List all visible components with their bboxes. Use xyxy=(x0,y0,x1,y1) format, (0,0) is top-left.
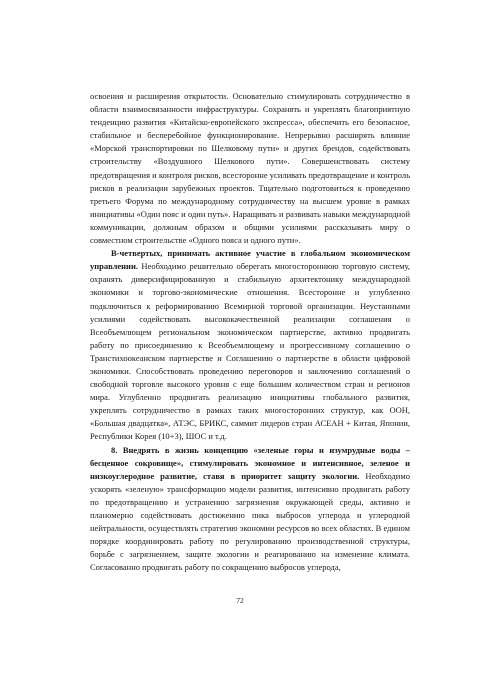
paragraph-heading: 8. Внедрять в жизнь концепцию «зеленые горы и изумрудные воды – бесценное сокровище», стимулировать экономное и интенсивное, зеленое и низкоуглеродное развитие, ставя в приоритет защиту экологии. xyxy=(90,444,410,481)
paragraph-body: Необходимо решительно оберегать многостороннюю торговую систему, охранять диверсифицированную и стабильную архитектонику международной экономики и торгово-экономические отношения. Всесторонне и углубленно подключиться к реформированию Всемирной торговой организации. Неустанными усилиями содействовать высококачественной реализации соглашения о Всеобъемлющем региональном экономическом партнерстве, активно продвигать работу по присоединению к Всеобъемлющему и прогрессивному соглашению о Транстихоокеанском партнерстве и Соглашению о партнерстве в области цифровой экономики. Способствовать проведению переговоров и заключению соглашений о свободной торговле высокого уровня с еще большим количеством стран и регионов мира. Углубленно продвигать реализацию инициативы глобального развития, укреплять сотрудничество в рамках таких многосторонних структур, как ООН, «Большая двадцатка», АТЭС, БРИКС, саммит лидеров стран АСЕАН + Китая, Японии, Республики Корея (10+3), ШОС и т.д. xyxy=(90,261,410,442)
paragraph-global-governance xyxy=(90,247,410,443)
paragraph-green-development xyxy=(90,444,410,575)
paragraph-continued xyxy=(90,90,410,247)
page-number: 72 xyxy=(236,596,244,605)
paragraph-body: освоения и расширения открытости. Основательно стимулировать сотрудничество в области взаимосвязанности инфраструктуры. Сохранять и укреплять благоприятную тенденцию развития «Китайско-европейского экспресса», обеспечить его безопасное, стабильное и бесперебойное функционирование. Непрерывно расширять влияние «Морской транспортировки по Шелковому пути» и других брендов, содействовать строительству «Воздушного Шелкового пути». Совершенствовать систему предотвращения и контроля рисков, всесторонне усиливать предотвращение и контроль рисков в реализации зарубежных проектов. Тщательно подготовиться к проведению третьего Форума по международному сотрудничеству на высшем уровне в рамках инициативы «Один пояс и один путь». Наращивать и развивать навыки международной коммуникации, должным образом и общими усилиями рассказывать миру о совместном строительстве «Одного пояса и одного пути». xyxy=(90,91,410,246)
document-page xyxy=(90,90,410,610)
paragraph-body: Необходимо ускорять «зеленую» трансформацию модели развития, интенсивно продвигать работу по предотвращению и устранению загрязнения окружающей среды, активно и планомерно содействовать достижению пика выбросов углерода и углеродной нейтральности, осуществлять стратегию экономии ресурсов во всех областях. В едином порядке координировать работу по регулированию производственной структуры, борьбе с загрязнением, защите экологии и реагированию на изменение климата. Согласованно продвигать работу по сокращению выбросов углерода, xyxy=(90,470,410,573)
paragraph-heading: В-четвертых, принимать активное участие в глобальном экономическом управлении. xyxy=(90,248,410,272)
